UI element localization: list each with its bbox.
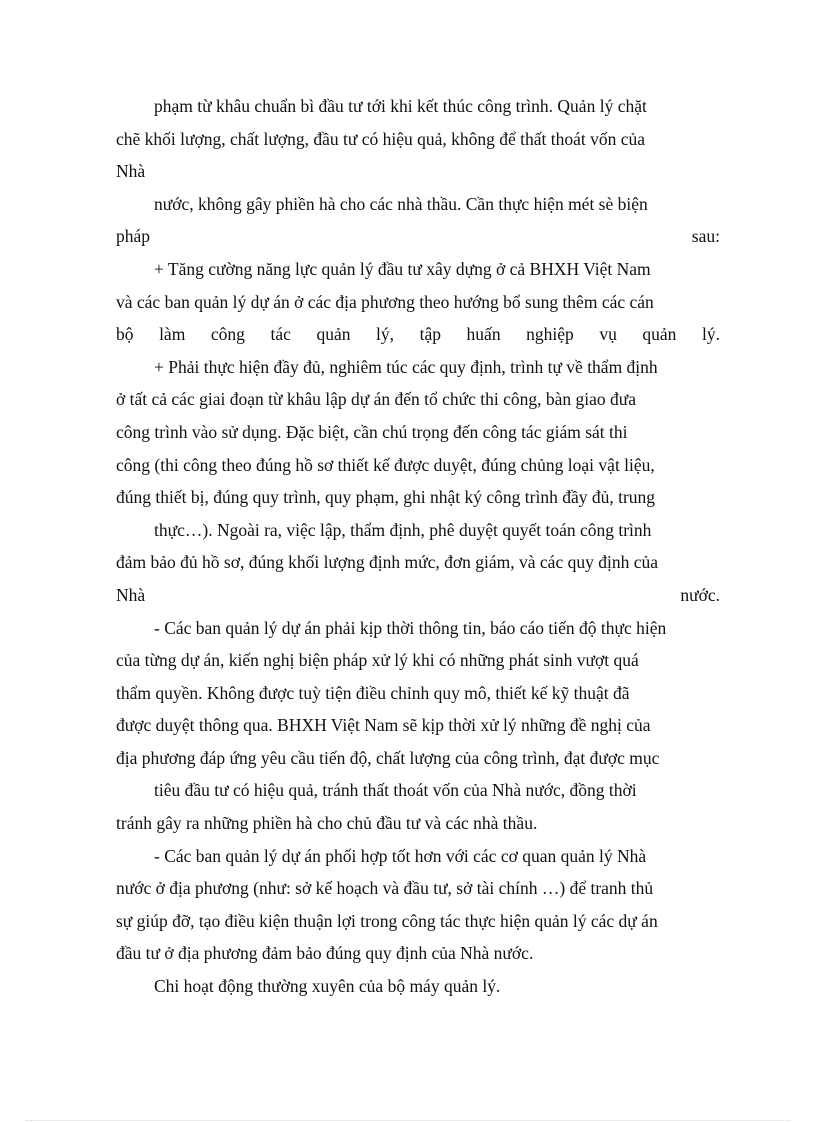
text-line: của từng dự án, kiến nghị biện pháp xử lý khi có những phát sinh vượt quá xyxy=(116,650,639,671)
text-line xyxy=(116,220,720,253)
text-line: đầu tư ở địa phương đảm bảo đúng quy định của Nhà nước. xyxy=(116,943,534,964)
word: vụ xyxy=(599,324,617,345)
text-line: thẩm quyền. Không được tuỳ tiện điều chỉnh quy mô, thiết kế kỹ thuật đã xyxy=(116,682,630,703)
text-line: chẽ khối lượng, chất lượng, đầu tư có hiệu quả, không để thất thoát vốn của xyxy=(116,128,646,149)
text-line: tránh gây ra những phiền hà cho chủ đầu tư và các nhà thầu. xyxy=(116,813,538,834)
text-line xyxy=(116,579,720,612)
word: quản xyxy=(316,324,351,345)
text-line: + Phải thực hiện đầy đủ, nghiêm túc các quy định, trình tự về thẩm định xyxy=(154,356,658,377)
text-line: nước ở địa phương (như: sở kế hoạch và đầu tư, sở tài chính …) để tranh thủ xyxy=(116,878,654,899)
text-line: đúng thiết bị, đúng quy trình, quy phạm, ghi nhật ký công trình đầy đủ, trung xyxy=(116,487,656,508)
word: lý, xyxy=(376,324,395,345)
word: bộ xyxy=(116,324,134,345)
word: Nhà xyxy=(116,584,146,605)
text-line: tiêu đầu tư có hiệu quả, tránh thất thoát vốn của Nhà nước, đồng thời xyxy=(154,780,637,801)
text-line xyxy=(116,318,720,351)
text-line: phạm từ khâu chuẩn bì đầu tư tới khi kết thúc công trình. Quản lý chặt xyxy=(154,96,647,116)
text-line: và các ban quản lý dự án ở các địa phương theo hướng bổ sung thêm các cán xyxy=(116,291,654,312)
word: công xyxy=(210,324,245,345)
text-line: công trình vào sử dụng. Đặc biệt, cần chú trọng đến công tác giám sát thi xyxy=(116,421,628,442)
word: tác xyxy=(270,324,291,345)
text-line: sự giúp đỡ, tạo điều kiện thuận lợi trong công tác thực hiện quản lý các dự án xyxy=(116,910,658,931)
word: làm xyxy=(159,324,186,345)
text-line: được duyệt thông qua. BHXH Việt Nam sẽ kịp thời xử lý những đề nghị của xyxy=(116,715,651,736)
text-line: - Các ban quản lý dự án phải kịp thời thông tin, báo cáo tiến độ thực hiện xyxy=(154,617,667,638)
text-line: ở tất cả các giai đoạn từ khâu lập dự án đến tổ chức thi công, bàn giao đưa xyxy=(116,389,637,410)
text-line: công (thi công theo đúng hồ sơ thiết kế được duyệt, đúng chủng loại vật liệu, xyxy=(116,454,655,475)
text-line: + Tăng cường năng lực quản lý đầu tư xây dựng ở cả BHXH Việt Nam xyxy=(154,258,651,279)
body-text xyxy=(116,90,720,1003)
word: lý. xyxy=(702,324,720,345)
word: tập xyxy=(419,324,441,345)
text-line: địa phương đáp ứng yêu cầu tiến độ, chất lượng của công trình, đạt được mục xyxy=(116,747,660,768)
word: quản xyxy=(642,324,677,345)
text-line: Chi hoạt động thường xuyên của bộ máy quản lý. xyxy=(154,976,501,997)
text-line: nước, không gây phiền hà cho các nhà thầu. Cần thực hiện mét sè biện xyxy=(154,193,648,214)
page-bottom-divider xyxy=(26,1120,790,1121)
text-line: thực…). Ngoài ra, việc lập, thẩm định, phê duyệt quyết toán công trình xyxy=(154,519,652,540)
text-line: Nhà xyxy=(116,161,146,182)
word: sau: xyxy=(691,226,720,247)
word: nước. xyxy=(680,584,720,605)
text-line: đảm bảo đủ hồ sơ, đúng khối lượng định mức, đơn giám, và các quy định của xyxy=(116,552,658,573)
word: huấn xyxy=(466,324,501,345)
text-line: - Các ban quản lý dự án phối hợp tốt hơn với các cơ quan quản lý Nhà xyxy=(154,845,647,866)
word: pháp xyxy=(116,226,151,247)
word: nghiệp xyxy=(526,324,574,345)
